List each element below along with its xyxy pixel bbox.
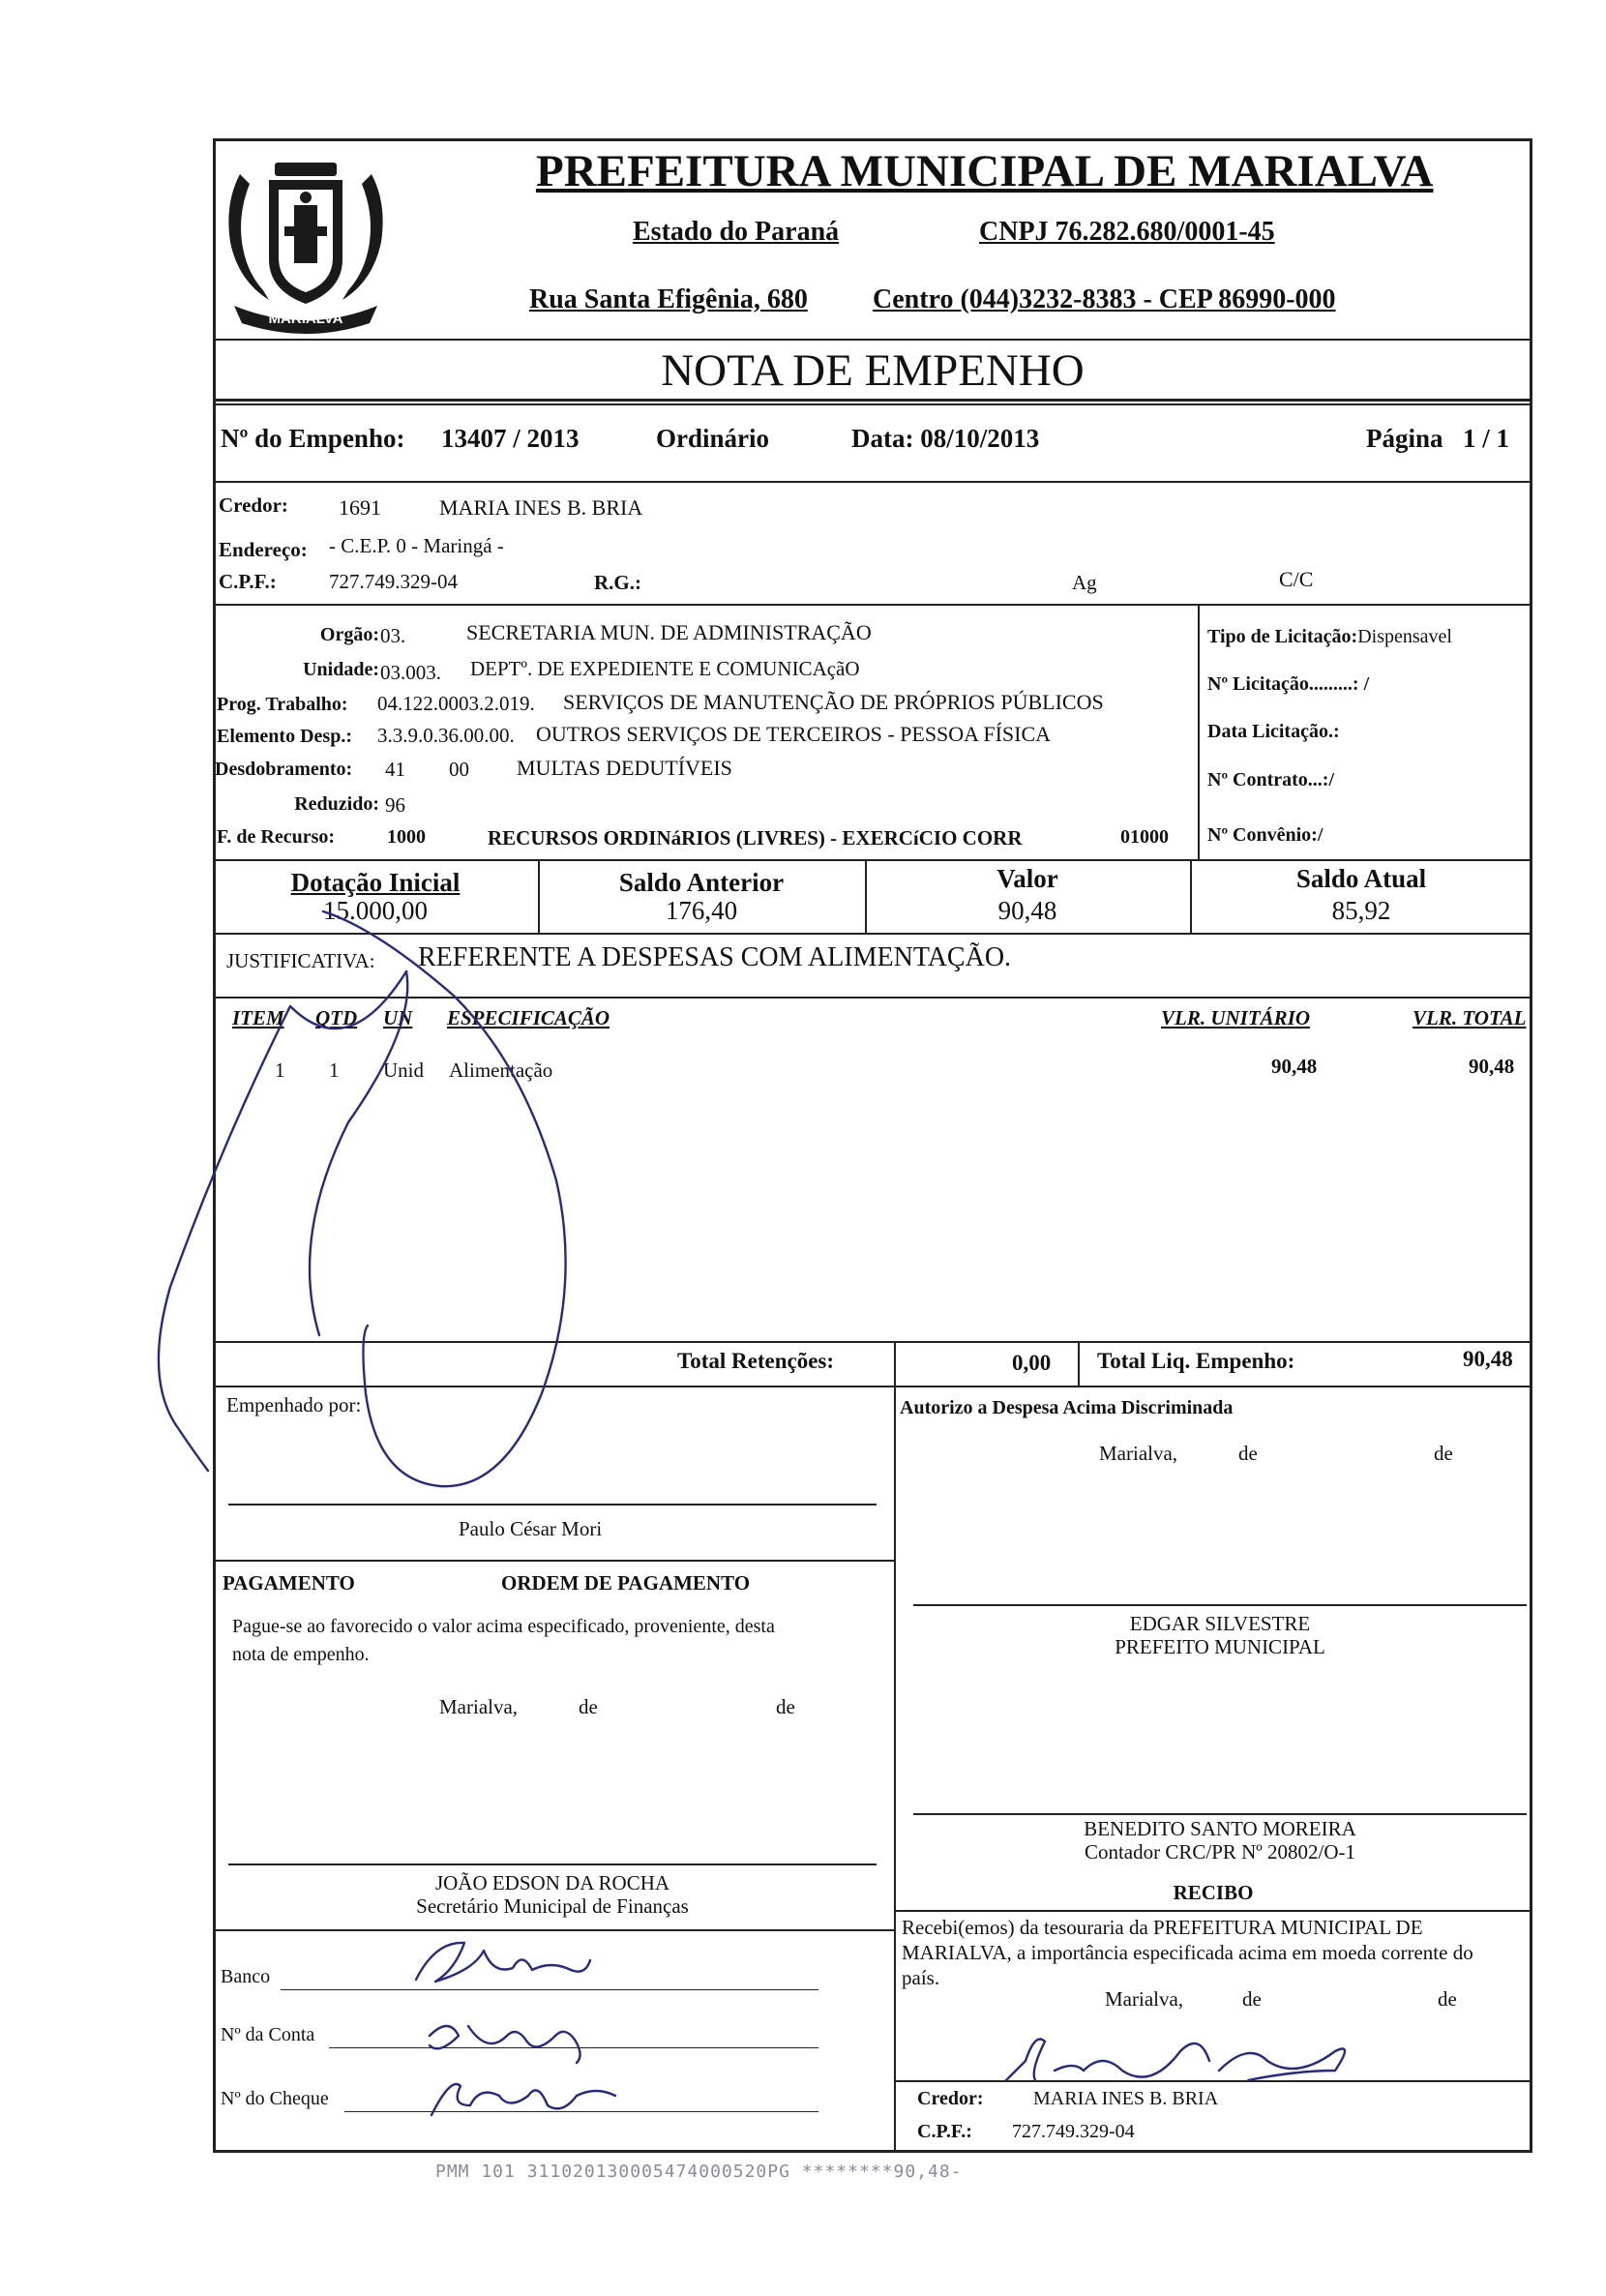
empenho-number: 13407 / 2013 — [441, 424, 580, 453]
unidade-desc: DEPTº. DE EXPEDIENTE E COMUNICAçãO — [470, 657, 860, 680]
empenho-type: Ordinário — [656, 424, 770, 453]
saldo-anterior-label: Saldo Anterior — [618, 868, 785, 897]
row-item: 1 — [275, 1059, 285, 1082]
secretario-role: Secretário Municipal de Finanças — [416, 1894, 689, 1918]
liq-value: 90,48 — [1463, 1347, 1513, 1371]
empenho-date: Data: 08/10/2013 — [851, 424, 1040, 453]
prog-trabalho-desc: SERVIÇOS DE MANUTENÇÃO DE PRÓPRIOS PÚBLICOS — [563, 690, 1104, 714]
justificativa-label: JUSTIFICATIVA: — [226, 949, 375, 972]
unidade-code: 03.003. — [380, 661, 441, 684]
col-total-value: VLR. TOTAL — [1413, 1006, 1527, 1029]
data-licitacao: Data Licitação.: — [1207, 721, 1340, 742]
signature-conta-icon — [410, 2007, 604, 2065]
credor-cpf: 727.749.329-04 — [329, 570, 458, 593]
recibo-place: Marialva, — [1105, 1987, 1184, 2011]
prefeito-role: PREFEITO MUNICIPAL — [1115, 1635, 1325, 1658]
pagamento-label: PAGAMENTO — [223, 1571, 355, 1595]
page-title: PREFEITURA MUNICIPAL DE MARIALVA — [536, 146, 1434, 196]
recibo-de2: de — [1438, 1987, 1457, 2011]
row-unit-value: 90,48 — [1271, 1055, 1318, 1078]
credor-code: 1691 — [339, 495, 381, 520]
secretario-name: JOÃO EDSON DA ROCHA — [434, 1871, 670, 1894]
rg-label: R.G.: — [594, 571, 641, 594]
ordem-label: ORDEM DE PAGAMENTO — [501, 1571, 751, 1595]
empenho-number-label: Nº do Empenho: — [221, 424, 405, 453]
address-contact: Centro (044)3232-8383 - CEP 86990-000 — [873, 284, 1336, 314]
autorizo-label: Autorizo a Despesa Acima Discriminada — [900, 1397, 1234, 1418]
col-qtd: QTD — [315, 1006, 358, 1029]
pagamento-text2: nota de empenho. — [232, 1644, 370, 1665]
signature-banco-icon — [406, 1931, 600, 1999]
contrato-number: Nº Contrato...:/ — [1207, 769, 1335, 790]
valor-label: Valor — [996, 864, 1058, 893]
row-un: Unid — [383, 1059, 424, 1082]
desdobramento-code: 41 — [385, 758, 405, 781]
conta-label: Nº da Conta — [221, 2024, 315, 2045]
page-label: Página — [1366, 424, 1443, 453]
recibo-line3: país. — [902, 1966, 940, 1989]
ag-label: Ag — [1072, 571, 1097, 594]
credor-address: - C.E.P. 0 - Maringá - — [329, 534, 504, 557]
recibo-credor-label: Credor: — [917, 2088, 984, 2109]
empenhado-name: Paulo César Mori — [459, 1517, 603, 1540]
credor-label: Credor: — [219, 493, 288, 517]
row-total-value: 90,48 — [1469, 1055, 1515, 1078]
licitacao-number: Nº Licitação.........: / — [1207, 673, 1370, 695]
orgao-code: 03. — [380, 624, 406, 647]
signature-cheque-icon — [412, 2067, 625, 2125]
tipo-licitacao-label: Tipo de Licitação:Dispensavel — [1207, 626, 1452, 647]
convenio-number: Nº Convênio:/ — [1207, 824, 1323, 846]
address-street: Rua Santa Efigênia, 680 — [529, 284, 808, 314]
col-un: UN — [383, 1006, 413, 1029]
recurso-extra: 01000 — [1120, 826, 1169, 848]
recibo-line2: MARIALVA, a importância especificada acima em moeda corrente do — [902, 1941, 1473, 1964]
prefeito-name: EDGAR SILVESTRE — [1129, 1612, 1311, 1635]
reduzido-code: 96 — [385, 793, 405, 817]
signature-recibo-icon — [977, 2013, 1364, 2100]
autorizo-de1: de — [1238, 1442, 1258, 1465]
empenhado-label: Empenhado por: — [226, 1393, 362, 1416]
pagamento-de1: de — [579, 1695, 598, 1718]
recibo-title: RECIBO — [1173, 1881, 1254, 1904]
page-number: 1 / 1 — [1463, 424, 1510, 453]
liq-label: Total Liq. Empenho: — [1097, 1349, 1295, 1373]
document-title: NOTA DE EMPENHO — [661, 345, 1085, 396]
recurso-label: F. de Recurso: — [217, 826, 336, 848]
recurso-code: 1000 — [387, 826, 426, 848]
col-unit-value: VLR. UNITÁRIO — [1161, 1006, 1311, 1029]
prog-trabalho-label: Prog. Trabalho: — [217, 694, 348, 715]
reduzido-label: Reduzido: — [294, 793, 379, 815]
desdobramento-desc: MULTAS DEDUTÍVEIS — [517, 756, 732, 780]
cnpj: CNPJ 76.282.680/0001-45 — [979, 217, 1275, 247]
dotacao-value: 15.000,00 — [323, 896, 428, 925]
desdobramento-code2: 00 — [449, 758, 469, 781]
credor-name: MARIA INES B. BRIA — [439, 495, 643, 520]
recibo-credor: MARIA INES B. BRIA — [1033, 2088, 1219, 2109]
pagamento-text1: Pague-se ao favorecido o valor acima especificado, proveniente, desta — [232, 1616, 775, 1637]
elemento-code: 3.3.9.0.36.00.00. — [377, 724, 515, 747]
contador-name: BENEDITO SANTO MOREIRA — [1084, 1817, 1356, 1840]
recibo-cpf: 727.749.329-04 — [1012, 2121, 1135, 2142]
contador-role: Contador CRC/PR Nº 20802/O-1 — [1084, 1840, 1356, 1864]
banco-label: Banco — [221, 1966, 271, 1987]
recibo-de1: de — [1242, 1987, 1262, 2011]
cc-label: C/C — [1279, 567, 1314, 591]
retencoes-label: Total Retenções: — [677, 1349, 835, 1373]
recibo-cpf-label: C.P.F.: — [917, 2121, 972, 2142]
saldo-atual-value: 85,92 — [1331, 896, 1391, 925]
desdobramento-label: Desdobramento: — [215, 759, 353, 780]
crest-text: MARIALVA — [268, 311, 343, 327]
pagamento-de2: de — [776, 1695, 795, 1718]
orgao-desc: SECRETARIA MUN. DE ADMINISTRAÇÃO — [466, 620, 872, 644]
retencoes-value: 0,00 — [1012, 1351, 1052, 1375]
state-name: Estado do Paraná — [633, 217, 840, 247]
dotacao-label: Dotação Inicial — [290, 868, 461, 897]
cpf-label: C.P.F.: — [219, 570, 277, 593]
row-spec: Alimentação — [449, 1059, 553, 1082]
unidade-label: Unidade: — [303, 659, 379, 680]
recurso-desc: RECURSOS ORDINáRIOS (LIVRES) - EXERCíCIO CORR — [488, 826, 1023, 850]
autorizo-de2: de — [1434, 1442, 1453, 1465]
elemento-desc: OUTROS SERVIÇOS DE TERCEIROS - PESSOA FÍSICA — [536, 722, 1052, 746]
elemento-label: Elemento Desp.: — [217, 726, 352, 747]
row-qtd: 1 — [329, 1059, 340, 1082]
recibo-line1: Recebi(emos) da tesouraria da PREFEITURA MUNICIPAL DE — [902, 1916, 1423, 1939]
justificativa-text: REFERENTE A DESPESAS COM ALIMENTAÇÃO. — [418, 942, 1012, 972]
prog-trabalho-code: 04.122.0003.2.019. — [377, 692, 535, 715]
col-item: ITEM — [232, 1006, 284, 1029]
orgao-label: Orgão: — [319, 624, 379, 645]
saldo-anterior-value: 176,40 — [665, 896, 738, 925]
footer-code: PMM 101 311020130005474000520PG ********90,48- — [435, 2162, 963, 2182]
autorizo-place: Marialva, — [1099, 1442, 1178, 1465]
cheque-label: Nº do Cheque — [221, 2088, 329, 2109]
pagamento-place: Marialva, — [439, 1695, 519, 1718]
saldo-atual-label: Saldo Atual — [1295, 864, 1427, 893]
address-label: Endereço: — [219, 538, 308, 561]
valor-value: 90,48 — [997, 896, 1057, 925]
col-spec: ESPECIFICAÇÃO — [447, 1006, 610, 1029]
